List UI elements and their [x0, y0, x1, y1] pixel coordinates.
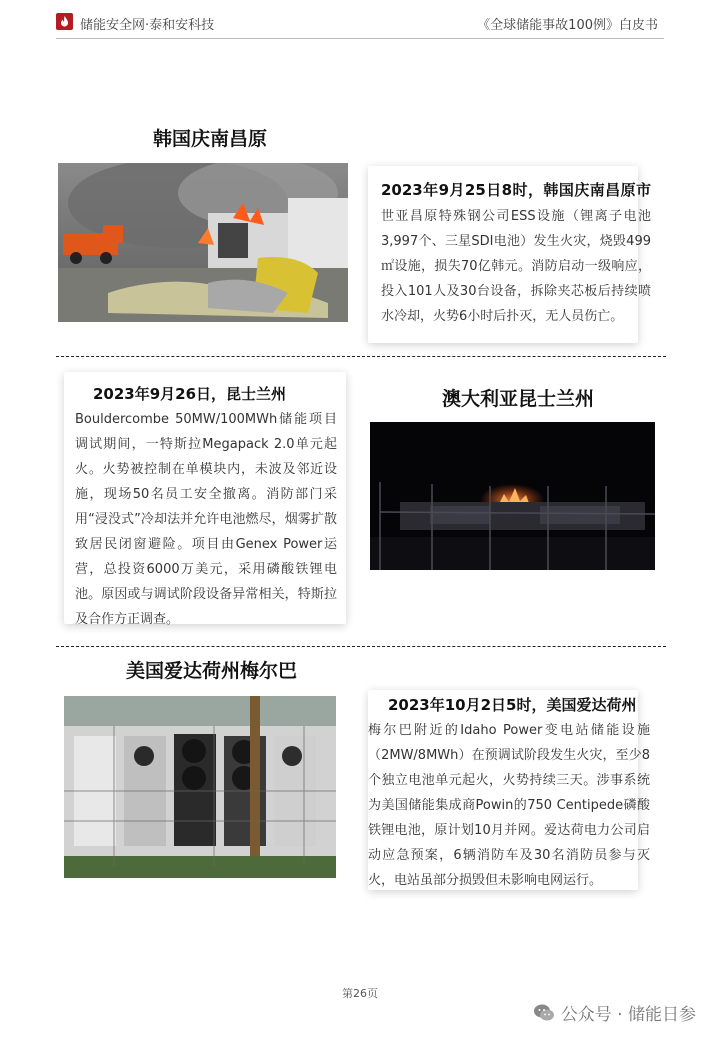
section3-lead: 2023年10月2日5时，美国爱达荷州 — [388, 696, 637, 714]
section1-photo — [58, 163, 348, 322]
watermark — [533, 1000, 696, 1025]
section2-body: Bouldercombe 50MW/100MWh储能项目调试期间，一特斯拉Megapack 2.0单元起火。火势被控制在单模块内，未波及邻近设施，现场50名员工安全撤离。消防部门采用“浸没式”冷却法并允许电池燃尽，烟雾扩散致居民闭窗避险。项目由Genex Power运营，总投资6000万美元，采用磷酸铁锂电池。原因或与调试阶段设备异常相关，特斯拉及合作方正调查。 — [75, 412, 337, 627]
page-header — [0, 0, 720, 44]
flame-logo-icon — [56, 13, 73, 30]
header-rule — [56, 38, 664, 39]
header-brand: 储能安全网·泰和安科技 — [80, 18, 215, 33]
section1-text — [381, 178, 651, 329]
section3-body: 梅尔巴附近的Idaho Power变电站储能设施（2MW/8MWh）在预调试阶段发生火灾，至少8个独立电池单元起火，火势持续三天。涉事系统为美国储能集成商Powin的750 Centipede磷酸铁锂电池，原计划10月并网。爱达荷电力公司启动应急预案，6辆消防车及30名消防员参与灭火，电站虽部分损毁但未影响电网运行。 — [368, 723, 650, 888]
watermark-text: 公众号 · 储能日参 — [560, 1005, 696, 1025]
section2-location-title: 澳大利亚昆士兰州 — [442, 388, 595, 410]
section2-lead: 2023年9月26日，昆士兰州 — [93, 385, 287, 403]
section1-location-title: 韩国庆南昌原 — [153, 128, 268, 150]
section2-text — [75, 382, 337, 632]
section3-location-title: 美国爱达荷州梅尔巴 — [126, 660, 298, 682]
page-number: 第26页 — [342, 987, 378, 1000]
wechat-icon — [533, 1002, 555, 1024]
header-doc-title: 《全球储能事故100例》白皮书 — [477, 18, 658, 33]
section1-body: 世亚昌原特殊钢公司ESS设施（锂离子电池3,997个、三星SDI电池）发生火灾，烧毁499㎡设施，损失70亿韩元。消防启动一级响应，投入101人及30台设备，拆除夹芯板后持续喷水冷却，火势6小时后扑灭，无人员伤亡。 — [381, 209, 651, 324]
divider-1 — [56, 356, 666, 357]
section3-photo — [64, 696, 336, 878]
section2-photo — [370, 422, 655, 570]
section1-lead: 2023年9月25日8时，韩国庆南昌原市 — [381, 181, 651, 199]
divider-2 — [56, 646, 666, 647]
section3-text — [368, 693, 650, 893]
